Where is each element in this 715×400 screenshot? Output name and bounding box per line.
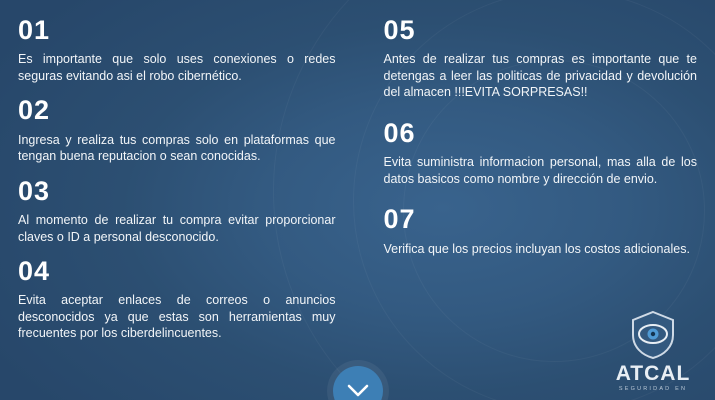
item-text: Antes de realizar tus compras es importante que te detengas a leer las politicas de privacidad y devolución del almacen !!!EVITA SORPRESAS!!	[383, 52, 697, 100]
list-item	[384, 16, 698, 101]
item-number: 02	[18, 95, 51, 126]
item-number: 04	[18, 256, 51, 287]
item-text: Evita suministra informacion personal, mas alla de los datos basicos como nombre y dirección de envio.	[383, 155, 697, 186]
list-item	[384, 119, 698, 187]
logo-wordmark: ATCAL	[615, 362, 691, 385]
item-text: Evita aceptar enlaces de correos o anuncios desconocidos ya que estas son herramientas muy frecuentes por los ciberdelincuentes.	[18, 293, 336, 341]
list-item	[384, 205, 698, 257]
left-column	[18, 14, 358, 400]
eye-shield-icon	[627, 309, 679, 361]
brand-logo	[605, 309, 701, 392]
item-number: 01	[18, 15, 51, 45]
chevron-down-icon	[347, 384, 369, 398]
item-number: 06	[383, 117, 416, 148]
list-item	[18, 257, 336, 342]
item-text: Ingresa y realiza tus compras solo en plataformas que tengan buena reputacion o sean conocidas.	[18, 132, 336, 164]
item-number: 05	[383, 15, 416, 45]
item-text: Verifica que los precios incluyan los costos adicionales.	[383, 241, 690, 256]
item-number: 07	[383, 204, 416, 235]
list-item	[18, 177, 336, 245]
item-text: Al momento de realizar tu compra evitar proporcionar claves o ID a personal desconocido.	[18, 213, 336, 244]
item-text: Es importante que solo uses conexiones o redes seguras evitando asi el robo cibernético.	[18, 52, 336, 83]
logo-tagline: SEGURIDAD EN	[618, 386, 688, 392]
item-number: 03	[18, 175, 51, 206]
list-item	[18, 96, 336, 164]
list-item	[18, 16, 336, 84]
